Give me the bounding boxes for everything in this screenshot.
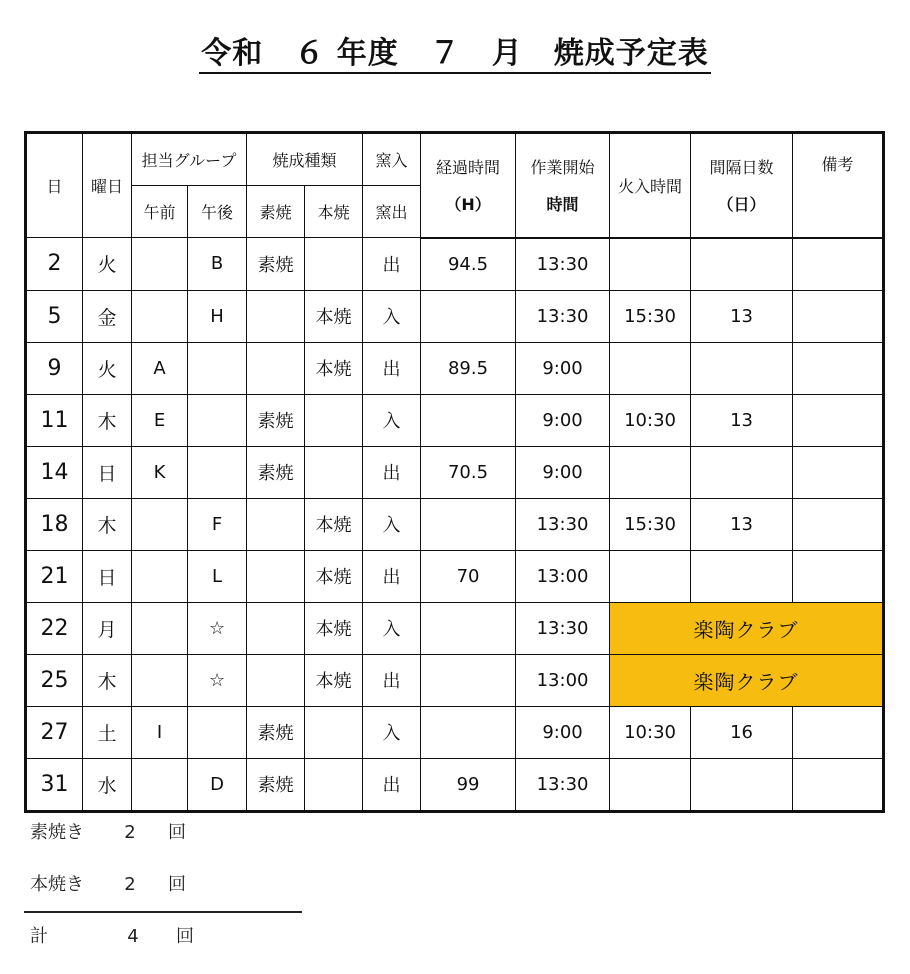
cell-bisque: 素焼 — [247, 238, 305, 291]
cell-kiln: 出 — [363, 550, 421, 602]
cell-notes — [793, 550, 884, 602]
cell-notes — [793, 238, 884, 291]
cell-group-am — [132, 498, 188, 550]
cell-main — [305, 394, 363, 446]
table-row — [26, 498, 884, 550]
cell-main — [305, 758, 363, 811]
summary-bisque-count: 2 — [124, 822, 136, 843]
table-row — [26, 654, 884, 706]
cell-bisque: 素焼 — [247, 758, 305, 811]
cell-fire: 15:30 — [610, 498, 691, 550]
cell-elapsed — [421, 602, 516, 654]
cell-group-am: I — [132, 706, 188, 758]
cell-start: 13:30 — [516, 758, 610, 811]
summary-main-label: 本焼き — [30, 874, 84, 895]
cell-bisque — [247, 550, 305, 602]
cell-interval — [691, 550, 793, 602]
header-elapsed-label: 経過時間 — [436, 158, 501, 178]
summary-bisque-line — [30, 818, 310, 870]
cell-interval: 16 — [691, 706, 793, 758]
cell-group-am — [132, 290, 188, 342]
cell-kiln: 出 — [363, 238, 421, 291]
cell-bisque: 素焼 — [247, 394, 305, 446]
cell-elapsed: 94.5 — [421, 238, 516, 291]
cell-day: 2 — [26, 238, 83, 291]
cell-start: 13:30 — [516, 290, 610, 342]
cell-kiln: 入 — [363, 602, 421, 654]
cell-day: 27 — [26, 706, 83, 758]
header-group-pm: 午後 — [188, 186, 247, 238]
cell-main: 本焼 — [305, 290, 363, 342]
header-notes: 備考 — [793, 133, 884, 238]
cell-group-pm: ☆ — [188, 654, 247, 706]
cell-main — [305, 446, 363, 498]
cell-day: 14 — [26, 446, 83, 498]
header-type-main: 本焼 — [305, 186, 363, 238]
cell-group-am — [132, 238, 188, 291]
cell-group-am: E — [132, 394, 188, 446]
cell-start: 13:00 — [516, 654, 610, 706]
cell-main: 本焼 — [305, 550, 363, 602]
cell-kiln: 出 — [363, 654, 421, 706]
header-elapsed-unit: （H） — [445, 195, 491, 215]
cell-dow: 月 — [83, 602, 132, 654]
cell-elapsed: 70.5 — [421, 446, 516, 498]
cell-fire — [610, 758, 691, 811]
cell-fire: 15:30 — [610, 290, 691, 342]
cell-group-am: K — [132, 446, 188, 498]
cell-kiln: 入 — [363, 394, 421, 446]
cell-elapsed — [421, 498, 516, 550]
cell-notes — [793, 342, 884, 394]
cell-dow: 水 — [83, 758, 132, 811]
cell-dow: 火 — [83, 238, 132, 291]
cell-fire — [610, 550, 691, 602]
cell-kiln: 出 — [363, 758, 421, 811]
cell-main: 本焼 — [305, 602, 363, 654]
cell-elapsed: 70 — [421, 550, 516, 602]
firing-summary — [30, 818, 310, 974]
header-dow: 曜日 — [83, 133, 132, 238]
cell-start: 13:30 — [516, 238, 610, 291]
cell-kiln: 入 — [363, 290, 421, 342]
cell-bisque — [247, 654, 305, 706]
cell-main: 本焼 — [305, 498, 363, 550]
cell-elapsed — [421, 394, 516, 446]
cell-dow: 土 — [83, 706, 132, 758]
cell-main: 本焼 — [305, 654, 363, 706]
cell-day: 9 — [26, 342, 83, 394]
header-interval-unit: （日） — [717, 195, 766, 215]
cell-start: 13:00 — [516, 550, 610, 602]
cell-notes — [793, 706, 884, 758]
cell-interval — [691, 342, 793, 394]
cell-group-am — [132, 550, 188, 602]
table-row — [26, 602, 884, 654]
cell-bisque — [247, 498, 305, 550]
cell-interval: 13 — [691, 498, 793, 550]
cell-start: 13:30 — [516, 498, 610, 550]
summary-main-line — [30, 870, 310, 922]
cell-dow: 火 — [83, 342, 132, 394]
cell-bisque — [247, 290, 305, 342]
header-interval — [691, 133, 793, 238]
header-group: 担当グループ — [132, 133, 247, 186]
cell-notes — [793, 758, 884, 811]
header-type-bisque: 素焼 — [247, 186, 305, 238]
table-row — [26, 342, 884, 394]
table-row — [26, 394, 884, 446]
summary-bisque-unit: 回 — [168, 822, 186, 843]
header-interval-label: 間隔日数 — [709, 158, 774, 178]
cell-bisque — [247, 342, 305, 394]
cell-day: 31 — [26, 758, 83, 811]
table-row — [26, 758, 884, 811]
summary-main-unit: 回 — [168, 874, 186, 895]
summary-main-count: 2 — [124, 874, 136, 895]
header-group-am: 午前 — [132, 186, 188, 238]
cell-fire — [610, 446, 691, 498]
cell-start: 13:30 — [516, 602, 610, 654]
cell-dow: 木 — [83, 394, 132, 446]
table-row — [26, 706, 884, 758]
summary-divider — [24, 911, 302, 913]
table-row — [26, 290, 884, 342]
cell-dow: 木 — [83, 654, 132, 706]
cell-kiln: 入 — [363, 706, 421, 758]
cell-dow: 日 — [83, 446, 132, 498]
summary-total-count: 4 — [127, 926, 139, 947]
cell-group-am — [132, 654, 188, 706]
cell-elapsed — [421, 290, 516, 342]
cell-day: 11 — [26, 394, 83, 446]
cell-elapsed — [421, 654, 516, 706]
header-fire-time: 火入時間 — [610, 133, 691, 238]
club-reservation-cell: 楽陶クラブ — [610, 602, 884, 654]
cell-fire: 10:30 — [610, 706, 691, 758]
table-row — [26, 238, 884, 291]
cell-group-pm: F — [188, 498, 247, 550]
firing-schedule-table — [24, 131, 885, 813]
cell-notes — [793, 394, 884, 446]
cell-main: 本焼 — [305, 342, 363, 394]
page-title — [0, 30, 910, 78]
header-kiln-in: 窯入 — [363, 133, 421, 186]
cell-notes — [793, 290, 884, 342]
summary-total-label: 計 — [30, 926, 48, 947]
cell-elapsed — [421, 706, 516, 758]
cell-group-pm: D — [188, 758, 247, 811]
cell-group-am — [132, 602, 188, 654]
summary-bisque-label: 素焼き — [30, 822, 84, 843]
cell-bisque: 素焼 — [247, 706, 305, 758]
cell-dow: 日 — [83, 550, 132, 602]
cell-day: 22 — [26, 602, 83, 654]
cell-dow: 木 — [83, 498, 132, 550]
cell-interval — [691, 238, 793, 291]
cell-bisque: 素焼 — [247, 446, 305, 498]
header-work-start-label-2: 時間 — [546, 195, 579, 215]
cell-start: 9:00 — [516, 342, 610, 394]
summary-total-line — [30, 922, 310, 974]
header-day: 日 — [26, 133, 83, 238]
cell-start: 9:00 — [516, 394, 610, 446]
cell-day: 5 — [26, 290, 83, 342]
table-row — [26, 550, 884, 602]
cell-elapsed: 99 — [421, 758, 516, 811]
cell-group-pm — [188, 394, 247, 446]
cell-kiln: 出 — [363, 446, 421, 498]
cell-group-am: A — [132, 342, 188, 394]
header-work-start — [516, 133, 610, 238]
summary-total-unit: 回 — [176, 926, 194, 947]
header-firing-type: 焼成種類 — [247, 133, 363, 186]
cell-main — [305, 238, 363, 291]
page-title-text: 令和 ６ 年度 ７ 月 焼成予定表 — [199, 36, 710, 74]
cell-group-pm — [188, 706, 247, 758]
cell-group-pm — [188, 446, 247, 498]
cell-main — [305, 706, 363, 758]
cell-interval — [691, 758, 793, 811]
cell-start: 9:00 — [516, 706, 610, 758]
cell-day: 25 — [26, 654, 83, 706]
cell-kiln: 入 — [363, 498, 421, 550]
cell-bisque — [247, 602, 305, 654]
cell-day: 18 — [26, 498, 83, 550]
cell-fire — [610, 238, 691, 291]
cell-start: 9:00 — [516, 446, 610, 498]
club-reservation-cell: 楽陶クラブ — [610, 654, 884, 706]
cell-notes — [793, 498, 884, 550]
cell-notes — [793, 446, 884, 498]
cell-fire — [610, 342, 691, 394]
cell-group-pm — [188, 342, 247, 394]
cell-interval: 13 — [691, 394, 793, 446]
cell-group-pm: ☆ — [188, 602, 247, 654]
cell-interval — [691, 446, 793, 498]
cell-elapsed: 89.5 — [421, 342, 516, 394]
cell-fire: 10:30 — [610, 394, 691, 446]
header-row-top — [26, 133, 884, 186]
cell-dow: 金 — [83, 290, 132, 342]
header-kiln-out: 窯出 — [363, 186, 421, 238]
header-elapsed — [421, 133, 516, 238]
cell-group-pm: B — [188, 238, 247, 291]
cell-group-pm: L — [188, 550, 247, 602]
cell-interval: 13 — [691, 290, 793, 342]
cell-group-am — [132, 758, 188, 811]
cell-day: 21 — [26, 550, 83, 602]
table-row — [26, 446, 884, 498]
header-work-start-label: 作業開始 — [530, 158, 595, 178]
cell-group-pm: H — [188, 290, 247, 342]
cell-kiln: 出 — [363, 342, 421, 394]
